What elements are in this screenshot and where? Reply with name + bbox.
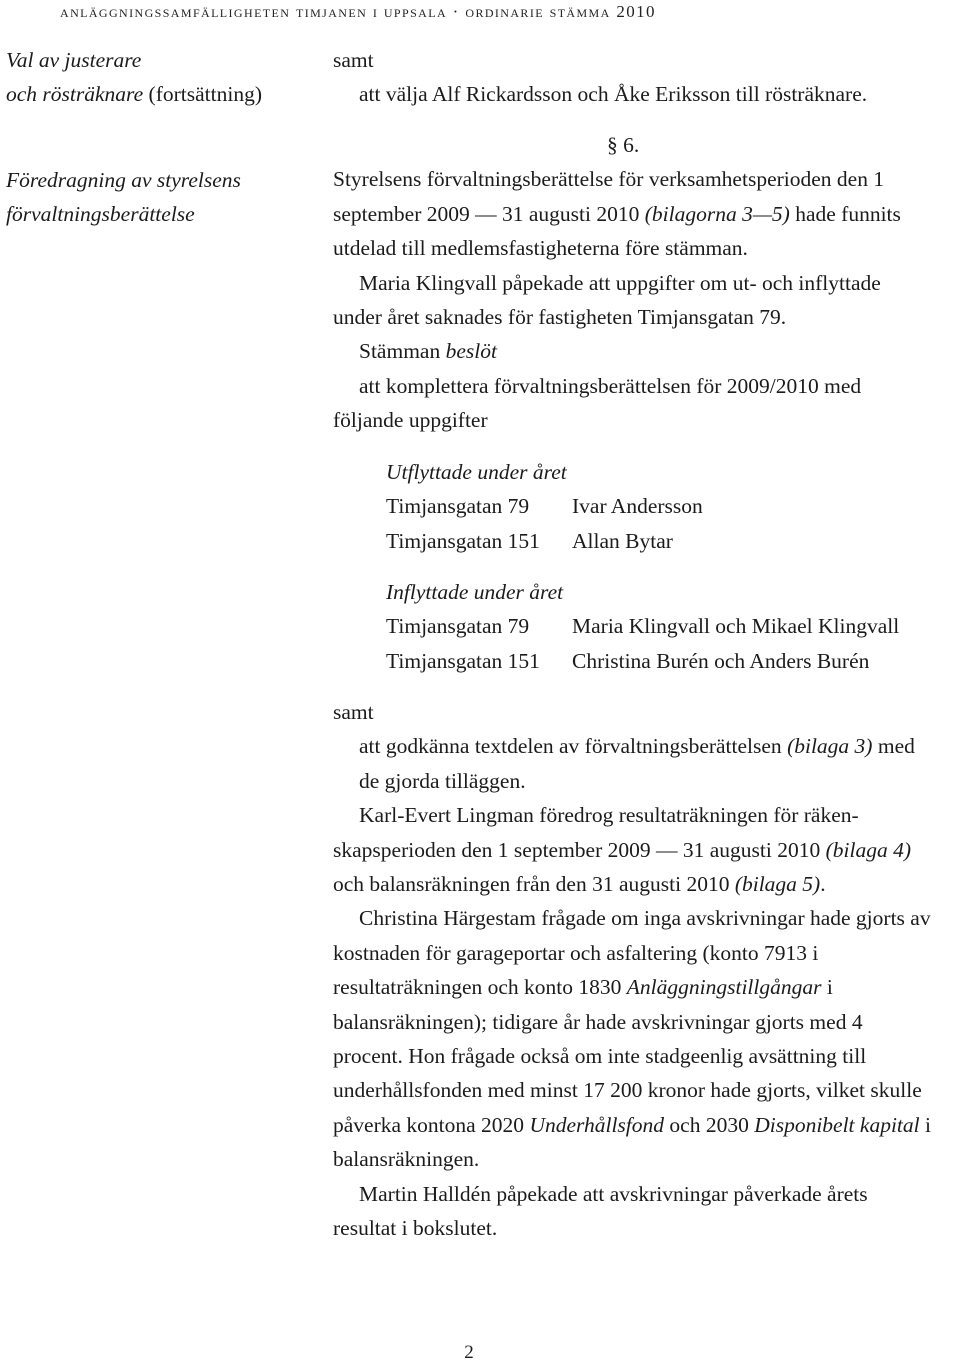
- text-run: Christina Härgestam frågade om inga avskrivningar hade gjorts av kostnaden för garageportar och asfaltering (konto 7913 i resultaträkningen och konto 1830: [333, 906, 931, 1000]
- margin-note-italic: och rösträknare: [6, 82, 144, 107]
- section-6: [333, 128, 933, 438]
- text-run-italic: (bilaga 5): [734, 872, 821, 897]
- margin-note-line: [6, 77, 316, 111]
- text-run: och balansräkningen från den 31 augusti 2010: [333, 872, 735, 897]
- paragraph-karl-evert: [333, 798, 933, 901]
- paragraph-christina: [333, 901, 933, 1176]
- text-run: med de gjorda tilläggen.: [359, 734, 915, 793]
- text-run-italic: Disponibelt kapital: [754, 1112, 920, 1137]
- margin-note-line: Föredragning av styrelsens: [6, 168, 241, 192]
- margin-note-line: förvaltningsberättelse: [6, 202, 195, 227]
- text-run: .: [820, 872, 826, 897]
- list-row: [386, 609, 956, 643]
- margin-note-line: Val av justerare: [6, 48, 142, 72]
- moved-in-list: [386, 575, 956, 678]
- row-names: Ivar Andersson: [572, 494, 703, 519]
- list-row: [386, 489, 956, 523]
- paragraph-stamman: [333, 334, 933, 368]
- text-run: att komplettera förvaltningsberättelsen för 2009/2010 med följande uppgifter: [333, 373, 862, 433]
- margin-note-justerare: [6, 43, 316, 112]
- row-names: Christina Burén och Anders Burén: [572, 648, 870, 673]
- att-clause: att välja Alf Rickardsson och Åke Eriksson till rösträknare.: [359, 82, 868, 107]
- text-run: att godkänna textdelen av förvaltningsberättelsen: [359, 734, 788, 759]
- moved-in-heading: Inflyttade under året: [386, 580, 564, 604]
- margin-note-text: (fortsättning): [143, 82, 262, 107]
- moved-out-heading: Utflyttade under året: [386, 460, 567, 484]
- text-run-italic: Underhållsfond: [529, 1112, 665, 1137]
- samt-label: samt: [333, 700, 374, 724]
- row-names: Maria Klingvall och Mikael Klingvall: [572, 614, 900, 639]
- approve-clause: [333, 729, 933, 798]
- row-address: Timjansgatan 151: [386, 528, 540, 553]
- moved-out-list: [386, 455, 956, 558]
- row-names: Allan Bytar: [572, 528, 673, 553]
- paragraph-maria: Maria Klingvall påpekade att uppgifter om ut- och inflyttade under året saknades för fastigheten Timjansgatan 79.: [333, 270, 881, 330]
- decision-clause: [333, 369, 933, 438]
- text-run-italic: (bilaga 3): [787, 734, 873, 759]
- text-run: i balansräkningen.: [333, 1112, 931, 1172]
- page-number: 2: [464, 1342, 474, 1363]
- text-run: och 2030: [664, 1112, 755, 1137]
- list-row: [386, 524, 956, 558]
- top-block: [333, 43, 933, 112]
- text-run-italic: (bilaga 4): [825, 837, 912, 862]
- running-header: anläggningssamfälligheten timjanen i uppsala · ordinarie stämma 2010: [60, 2, 656, 21]
- paragraph-styrelsens: [333, 162, 933, 265]
- row-address: Timjansgatan 79: [386, 614, 530, 639]
- text-run: Karl-Evert Lingman föredrog resultaträkningen för räkenskapsperioden den 1 september 2009 — 31 augusti 2010: [333, 803, 859, 862]
- section-number: § 6.: [607, 133, 640, 157]
- text-run-italic: (bilagorna 3—5): [644, 201, 790, 226]
- after-block: [333, 695, 933, 1246]
- text-run: hade funnits utdelad till medlemsfastigheterna före stämman.: [333, 201, 901, 261]
- text-run-italic: beslöt: [445, 339, 497, 364]
- text-run: Stämman: [359, 339, 446, 364]
- row-address: Timjansgatan 151: [386, 648, 540, 673]
- margin-note-forvaltning: [6, 163, 316, 232]
- text-run: Styrelsens förvaltningsberättelse för verksamhetsperioden den 1 september 2009 — 31 augusti 2010: [333, 167, 885, 226]
- paragraph-martin: Martin Halldén påpekade att avskrivningar påverkade årets resultat i bokslutet.: [333, 1181, 868, 1241]
- row-address: Timjansgatan 79: [386, 494, 530, 519]
- text-run-italic: Anläggningstillgångar: [626, 975, 822, 1000]
- text-run: i balansräkningen); tidigare år hade avskrivningar gjorts med 4 procent. Hon frågade också om inte stadgeenlig avsättning till underhållsfonden med minst 17 200 kronor hade gjorts, vilket skulle påverka kontona 2020: [333, 975, 922, 1137]
- list-row: [386, 644, 956, 678]
- samt-label: samt: [333, 48, 374, 72]
